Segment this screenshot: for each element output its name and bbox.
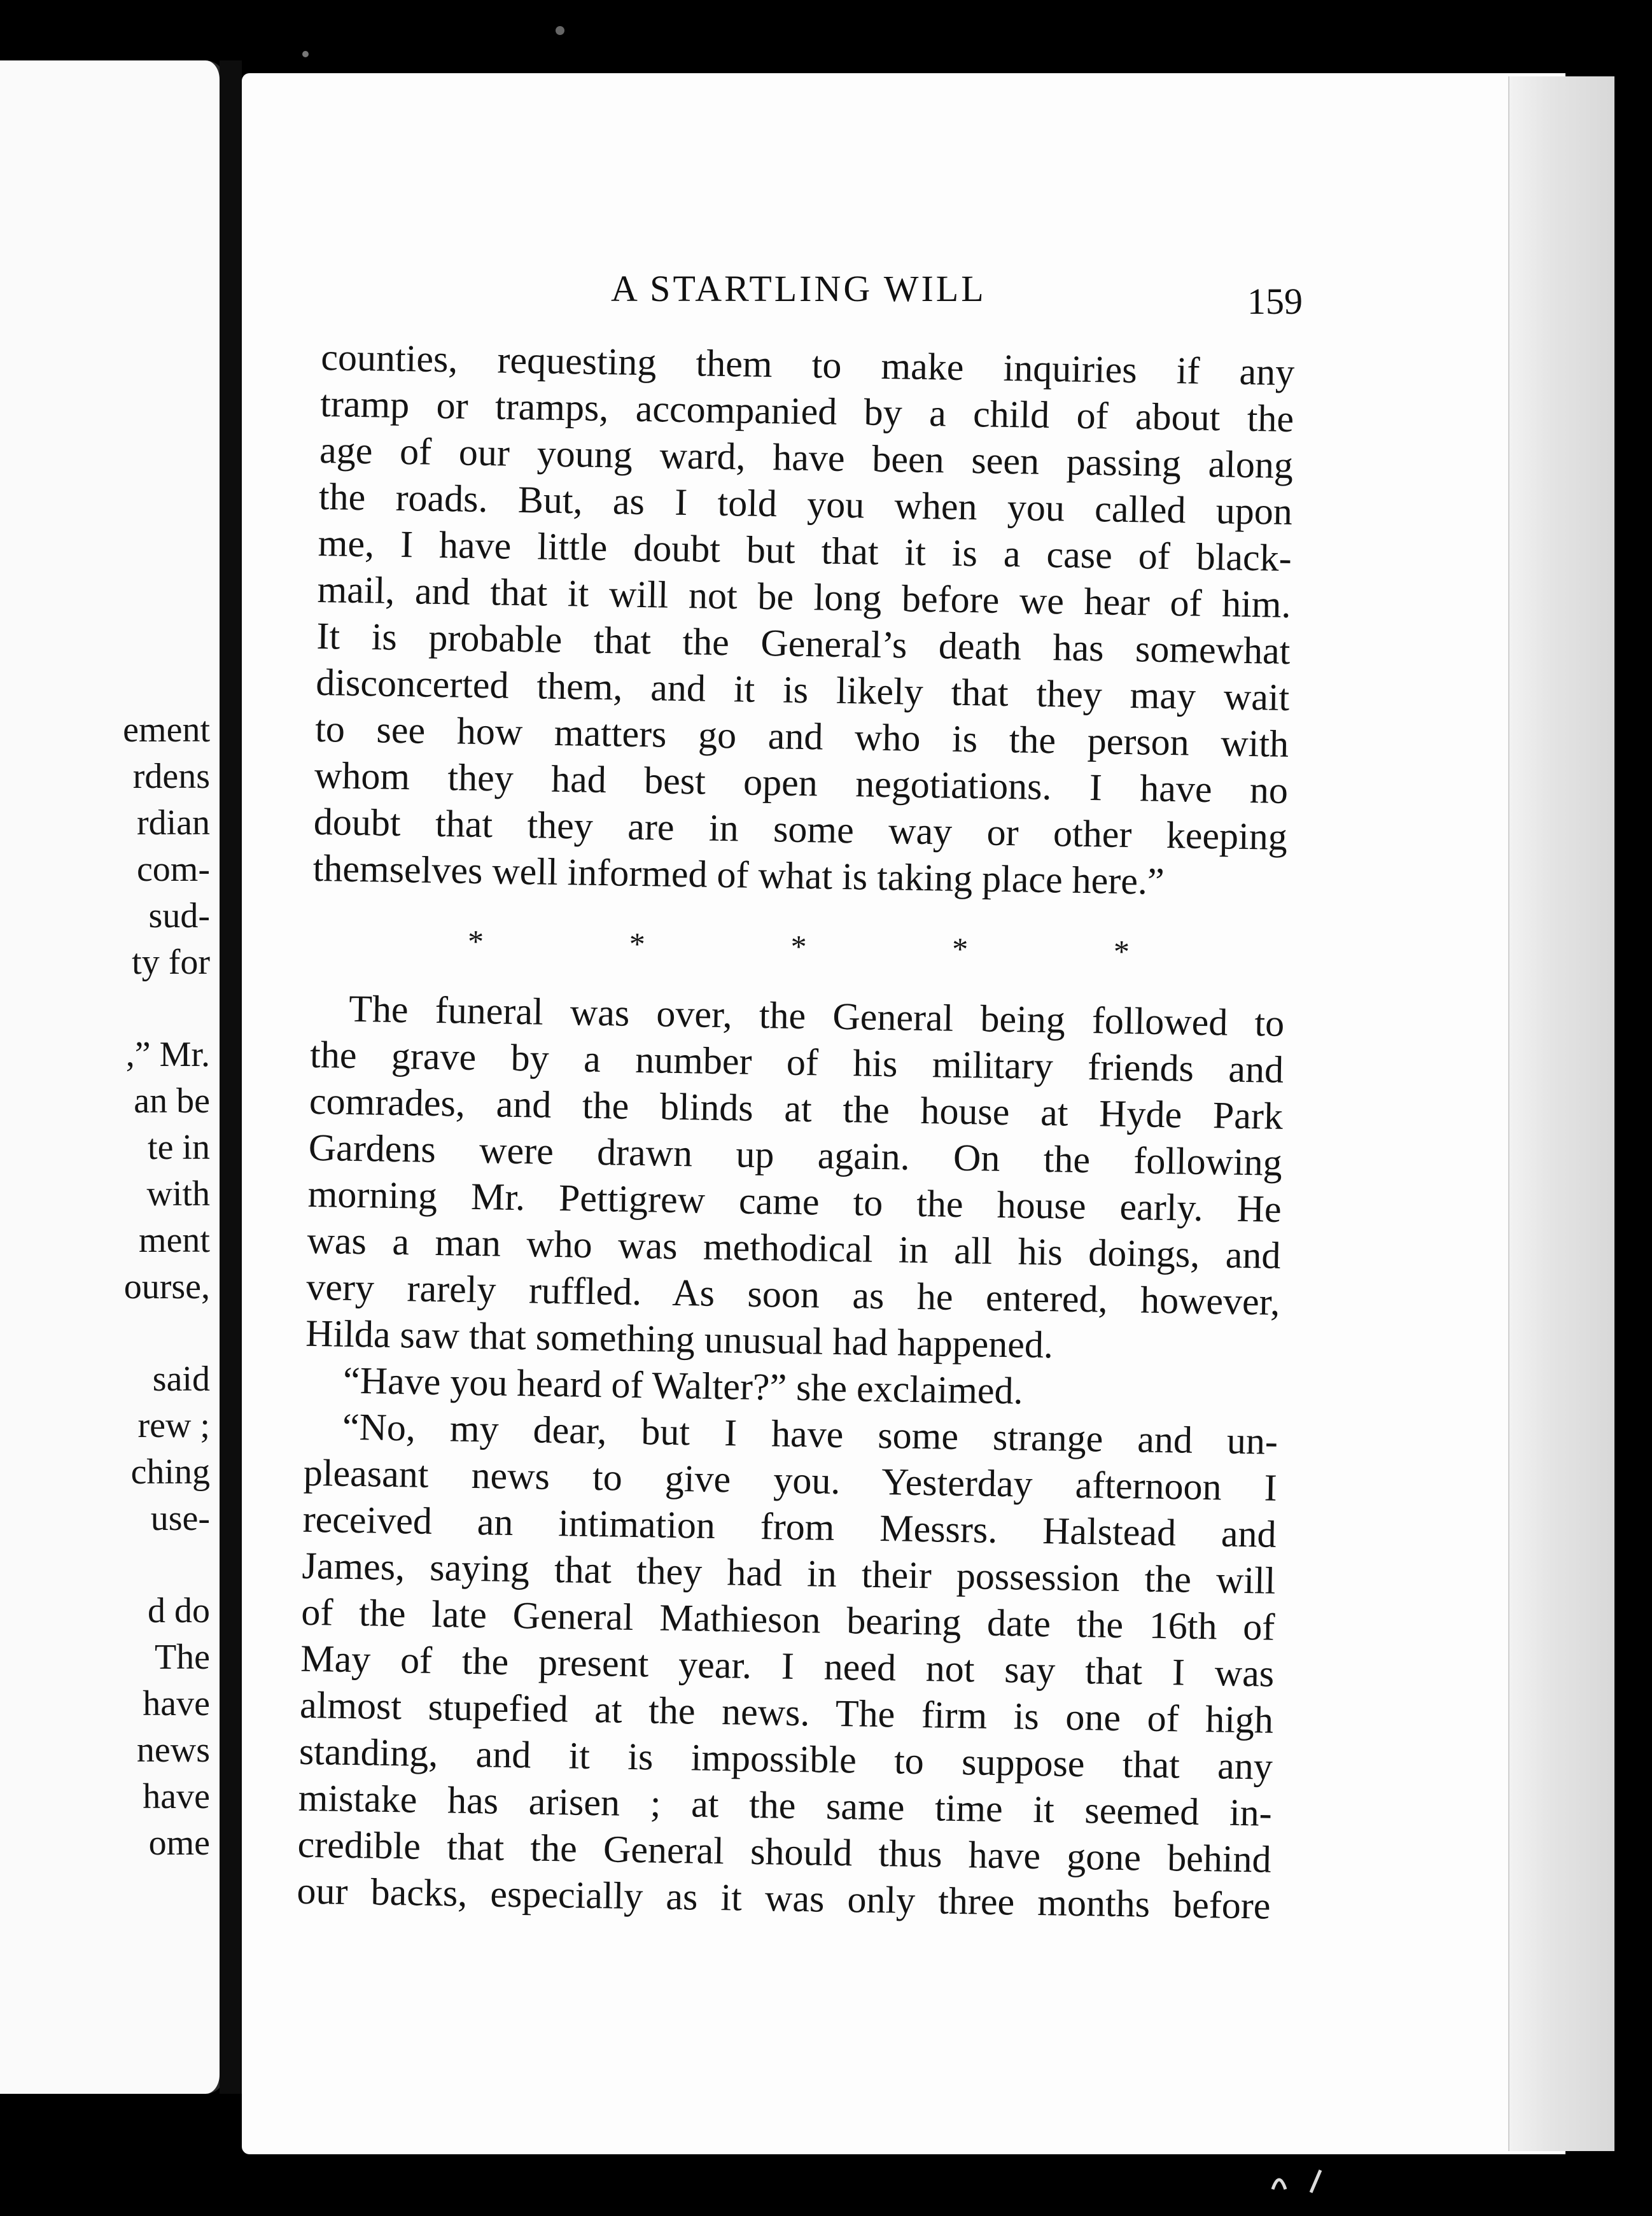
scan-speck [302, 51, 309, 57]
left-fragment: have [143, 1777, 210, 1816]
running-head: A STARTLING WILL [611, 268, 986, 309]
text-line: themselves well informed of what is taking place here.” [312, 846, 1165, 902]
left-fragment: ty for [132, 943, 210, 982]
left-page [0, 60, 225, 2094]
body-text [297, 334, 1295, 1930]
text-line: me, I have little doubt but that it is a case of black- [318, 521, 1292, 579]
text-line: The funeral was over, the General being followed to [348, 987, 1285, 1044]
text-line: whom they had best open negotiations. I have no [314, 754, 1289, 811]
scan-speck [556, 26, 564, 35]
left-fragment: ement [123, 710, 210, 750]
left-fragment: rdens [132, 757, 210, 796]
section-break [467, 918, 1130, 975]
left-fragment: ,” Mr. [125, 1035, 210, 1074]
paragraph [305, 985, 1285, 1372]
paragraph [312, 334, 1295, 907]
left-fragment: ourse, [123, 1267, 210, 1307]
text-line: was a man who was methodical in all his doings, and [307, 1219, 1281, 1277]
left-fragment: with [146, 1174, 210, 1214]
left-fragment: te in [148, 1128, 210, 1167]
left-fragment: The [154, 1637, 210, 1677]
text-line: comrades, and the blinds at the house at Hyde Park [309, 1079, 1284, 1137]
text-line: credible that the General should thus have gone behind [297, 1823, 1272, 1881]
scan-speck [1273, 2170, 1320, 2192]
asterisk: * [1113, 933, 1130, 970]
text-line: of the late General Mathieson bearing date the 16th of [300, 1590, 1275, 1648]
asterisk: * [467, 923, 484, 960]
page-edges [1508, 76, 1614, 2151]
text-line: morning Mr. Pettigrew came to the house early. He [307, 1172, 1282, 1230]
left-fragment: ment [139, 1221, 210, 1260]
text-line: the roads. But, as I told you when you called upon [318, 475, 1293, 533]
left-fragment: said [152, 1359, 210, 1399]
text-line: “No, my dear, but I have some strange and un- [342, 1405, 1278, 1462]
left-fragment: rew ; [137, 1406, 210, 1445]
text-line: age of our young ward, have been seen passing along [319, 428, 1294, 487]
text-line: May of the present year. I need not say that I was [300, 1637, 1275, 1695]
text-line: “Have you heard of Walter?” she exclaimed. [342, 1359, 1024, 1412]
text-line: James, saying that they had in their possession the will [302, 1544, 1276, 1602]
left-fragment: sud- [148, 896, 210, 936]
left-fragment: d do [148, 1591, 210, 1630]
text-line: to see how matters go and who is the person with [314, 707, 1289, 765]
text-line: mistake has arisen ; at the same time it seemed in- [298, 1776, 1273, 1834]
text-line: tramp or tramps, accompanied by a child of about the [319, 382, 1294, 440]
left-fragment: ching [130, 1452, 210, 1492]
left-fragment: have [143, 1684, 210, 1723]
text-line: the grave by a number of his military friends and [309, 1033, 1284, 1091]
left-fragment: com- [136, 850, 210, 889]
asterisk: * [629, 925, 646, 962]
page-number: 159 [1247, 281, 1303, 322]
left-fragment: use- [150, 1499, 210, 1538]
text-line: Hilda saw that something unusual had happened. [305, 1312, 1054, 1366]
text-line: counties, requesting them to make inquiries if any [320, 335, 1295, 394]
text-line: Gardens were drawn up again. On the following [308, 1126, 1283, 1184]
text-line: very rarely ruffled. As soon as he entered, however, [305, 1265, 1280, 1323]
text-line: received an intimation from Messrs. Halstead and [302, 1497, 1277, 1555]
text-line: pleasant news to give you. Yesterday afternoon I [303, 1451, 1278, 1509]
text-line: almost stupefied at the news. The firm is one of high [299, 1683, 1274, 1741]
left-fragment: an be [134, 1081, 210, 1121]
text-line: our backs, especially as it was only three months before [297, 1869, 1271, 1927]
left-fragment: news [136, 1730, 210, 1770]
book-gutter [220, 60, 242, 2094]
text-line: mail, and that it will not be long before we hear of him. [317, 568, 1292, 626]
left-fragment: rdian [136, 803, 210, 843]
paragraph [297, 1403, 1278, 1930]
text-line: disconcerted them, and it is likely that they may wait [315, 661, 1290, 719]
asterisk: * [951, 930, 969, 967]
text-line: It is probable that the General’s death has somewhat [316, 614, 1291, 672]
text-line: doubt that they are in some way or other keeping [313, 800, 1288, 858]
asterisk: * [790, 928, 807, 965]
text-line: standing, and it is impossible to suppose that any [298, 1730, 1273, 1788]
left-fragment: ome [148, 1823, 210, 1863]
